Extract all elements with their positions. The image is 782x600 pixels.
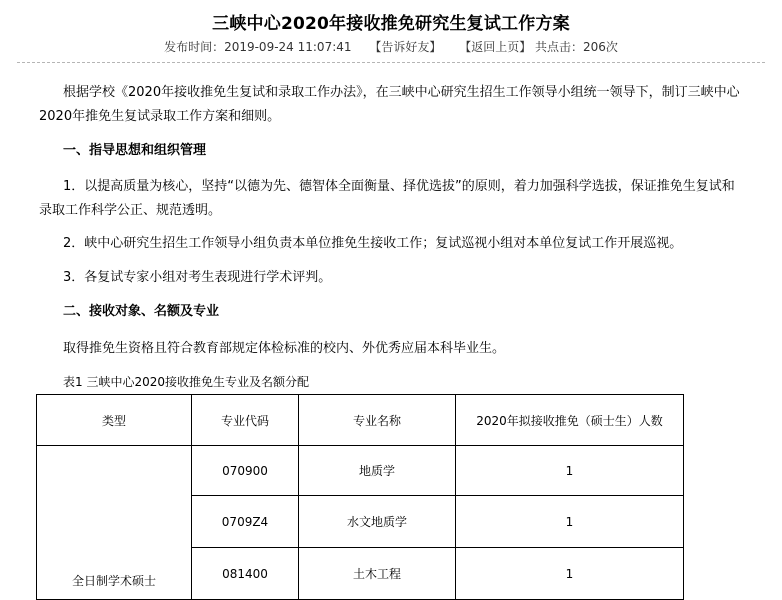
section1-item-2: 2．峡中心研究生招生工作领导小组负责本单位推免生接收工作；复试巡视小组对本单位复试工作开展巡视。 bbox=[63, 236, 683, 251]
count-cell: 1 bbox=[456, 496, 684, 548]
category-cell: 全日制学术硕士 bbox=[37, 446, 192, 600]
view-count: 共点击：206次 bbox=[535, 40, 618, 54]
code-cell: 070900 bbox=[192, 446, 299, 496]
section2-paragraph: 取得推免生资格且符合教育部规定体检标准的校内、外优秀应届本科毕业生。 bbox=[63, 341, 506, 356]
tell-friend-link[interactable]: 【告诉好友】 bbox=[369, 40, 442, 54]
count-cell: 1 bbox=[456, 446, 684, 496]
intro-paragraph: 根据学校《2020年接收推免生复试和录取工作办法》，在三峡中心研究生招生工作领导小组统一领导下，制订三峡中心2020年推免生复试录取工作方案和细则。 bbox=[39, 85, 740, 124]
header-code: 专业代码 bbox=[192, 395, 299, 446]
section1-item-1: 1．以提高质量为核心，坚持“以德为先、德智体全面衡量、择优选拔”的原则，着力加强科学选拔，保证推免生复试和录取工作科学公正、规范透明。 bbox=[39, 179, 735, 218]
header-name: 专业名称 bbox=[299, 395, 456, 446]
article-meta bbox=[0, 38, 782, 55]
count-cell: 1 bbox=[456, 548, 684, 600]
section1-heading: 一、指导思想和组织管理 bbox=[63, 143, 207, 158]
header-count: 2020年拟接收推免（硕士生）人数 bbox=[456, 395, 684, 446]
table-caption: 表1 三峡中心2020接收推免生专业及名额分配 bbox=[63, 375, 309, 389]
title-divider bbox=[17, 62, 765, 63]
header-type: 类型 bbox=[37, 395, 192, 446]
publish-time: 发布时间：2019-09-24 11:07:41 bbox=[164, 40, 352, 54]
code-cell: 081400 bbox=[192, 548, 299, 600]
section2-heading: 二、接收对象、名额及专业 bbox=[63, 304, 220, 319]
table-header-row bbox=[37, 395, 684, 446]
code-cell: 0709Z4 bbox=[192, 496, 299, 548]
article-title: 三峡中心2020年接收推免研究生复试工作方案 bbox=[212, 14, 570, 34]
section1-item-3: 3．各复试专家小组对考生表现进行学术评判。 bbox=[63, 270, 332, 285]
name-cell: 水文地质学 bbox=[299, 496, 456, 548]
name-cell: 土木工程 bbox=[299, 548, 456, 600]
quota-table bbox=[36, 394, 684, 600]
table-row bbox=[37, 446, 684, 496]
name-cell: 地质学 bbox=[299, 446, 456, 496]
back-link[interactable]: 【返回上页】 bbox=[459, 40, 532, 54]
